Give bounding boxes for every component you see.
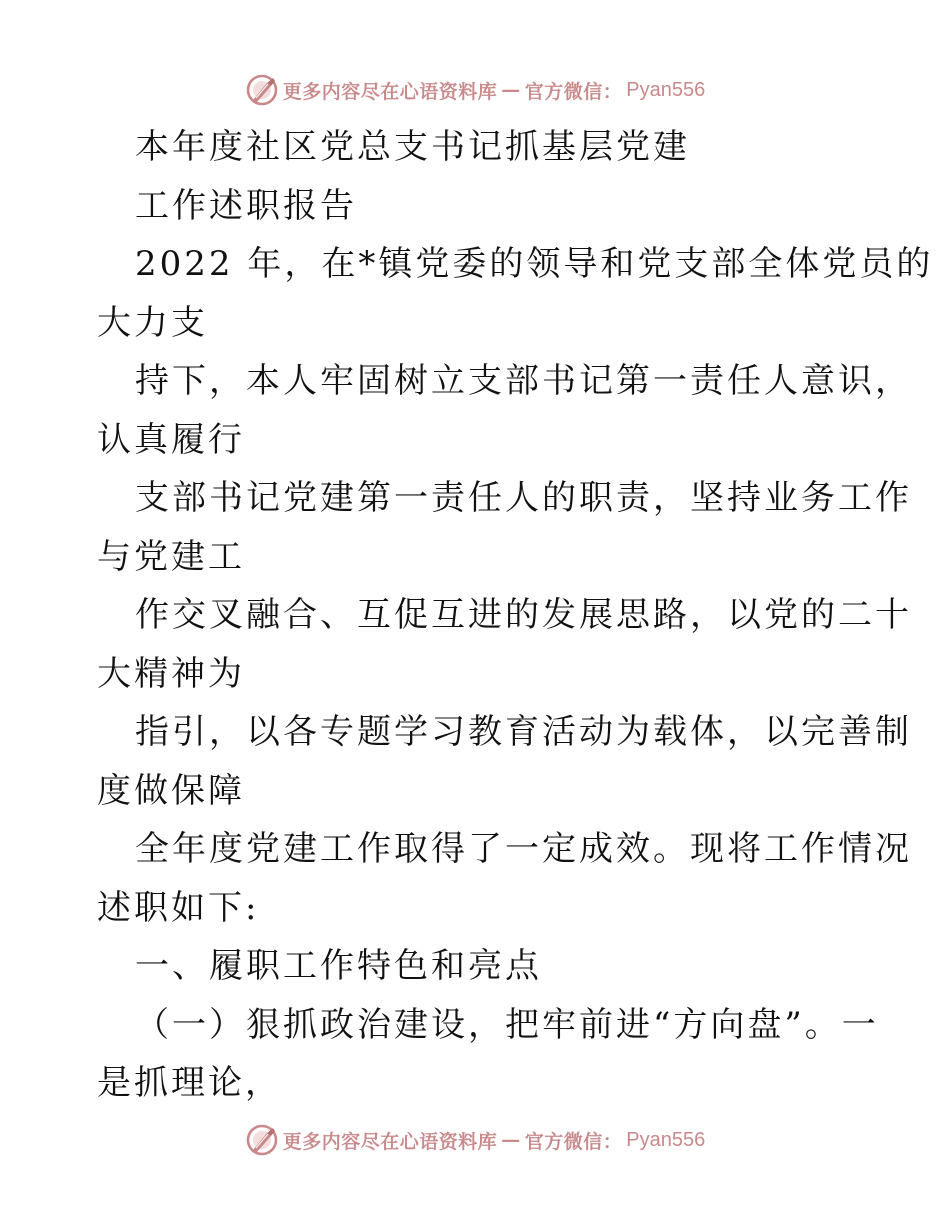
watermark-text: 更多内容尽在心语资料库 [282,1130,498,1153]
document-line: 支部书记党建第一责任人的职责，坚持业务工作 [135,478,912,518]
document-line: 作交叉融合、互促互进的发展思路，以党的二十 [135,595,912,635]
document-body [97,118,934,1113]
header-watermark-banner [0,70,950,110]
watermark-text: 更多内容尽在心语资料库 [282,80,498,103]
document-line: 本年度社区党总支书记抓基层党建 [135,127,690,167]
watermark-banner-content [245,73,706,107]
document-line: 工作述职报告 [135,185,357,226]
watermark-wechat-id: Pyan556 [626,78,706,101]
footer-watermark-banner [0,1120,950,1160]
document-line: （一）狠抓政治建设，把牢前进“方向盘”。一 [135,1004,879,1045]
watermark-wechat-label: 官方微信： [524,1130,623,1153]
pen-nib-circle-logo-icon [245,1123,279,1157]
document-line: 全年度党建工作取得了一定成效。现将工作情况 [135,829,912,869]
document-line: 指引，以各专题学习教育活动为载体，以完善制 [135,712,912,752]
document-line: 一、履职工作特色和亮点 [135,946,542,986]
watermark-wechat-label: 官方微信： [524,80,623,103]
document-line: 述职如下: [97,887,260,928]
document-line: 度做保障 [97,770,245,811]
pen-nib-circle-logo-icon [245,73,279,107]
watermark-wechat-id: Pyan556 [626,1128,706,1151]
document-line: 大精神为 [97,653,245,694]
watermark-banner-content [245,1123,706,1157]
document-line: 持下，本人牢固树立支部书记第一责任人意识， [135,361,912,401]
document-line: 2022 年，在*镇党委的领导和党支部全体党员的 [135,244,934,284]
document-line: 是抓理论， [97,1063,282,1103]
watermark-separator: — [501,79,521,101]
watermark-separator: — [501,1129,521,1151]
document-line: 与党建工 [97,536,245,577]
document-line: 认真履行 [97,419,245,460]
document-line: 大力支 [97,302,208,343]
